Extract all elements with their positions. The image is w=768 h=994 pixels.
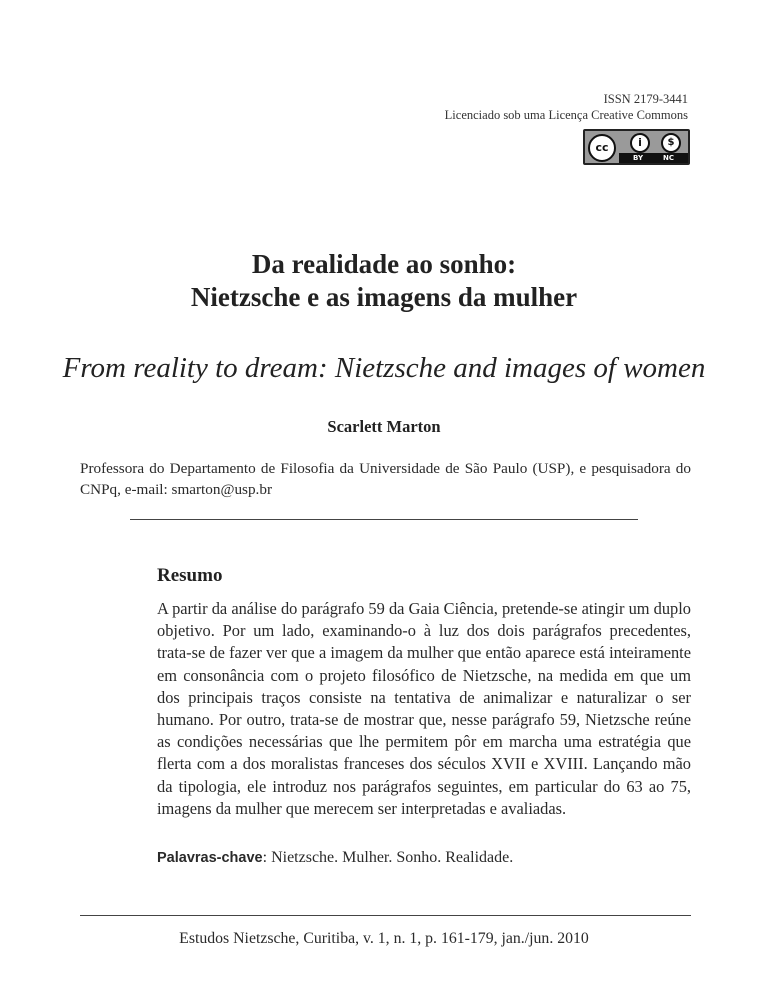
creative-commons-badge[interactable] [583, 129, 690, 165]
title-line-1: Da realidade ao sonho: [251, 249, 517, 279]
article-title [0, 248, 768, 314]
abstract-text: A partir da análise do parágrafo 59 da Gaia Ciência, pretende-se atingir um duplo objetivo. Por um lado, examinando-o à luz dos dois parágrafos precedentes, trata-se de fazer ver que a imagem da mulher que então aparece está inteiramente em consonância com o projeto filosófico de Nietzsche, na medida em que um dos principais traços consiste na tentativa de animalizar e naturalizar o ser humano. Por outro, trata-se de mostrar que, nesse parágrafo 59, Nietzsche reúne as condições necessárias que lhe permitem pôr em marcha uma estratégia que flerta com a dos moralistas franceses dos séculos XVII e XVIII. Lançando mão da tipologia, ele introduz nos parágrafos seguintes, em particular do 63 ao 75, imagens da mulher que merecem ser interpretadas e avaliadas. [157, 599, 691, 818]
license-statement: Licenciado sob uma Licença Creative Commons [444, 108, 688, 122]
english-title: From reality to dream: Nietzsche and images of women [62, 352, 706, 384]
issn-number: ISSN 2179-3441 [603, 92, 688, 106]
author-name: Scarlett Marton [327, 417, 441, 436]
author-affiliation: Professora do Departamento de Filosofia da Universidade de São Paulo (USP), e pesquisadora do CNPq, e-mail: smarton@usp.br [80, 460, 691, 498]
nc-label: NC [663, 154, 674, 162]
noncommercial-icon: $ [661, 133, 681, 153]
cc-icon: cc [588, 134, 616, 162]
footer-divider [80, 915, 691, 916]
keywords-line [157, 849, 513, 867]
header-divider [130, 519, 638, 520]
keywords-colon: : [262, 849, 272, 866]
keywords-label: Palavras-chave [157, 850, 263, 866]
journal-citation: Estudos Nietzsche, Curitiba, v. 1, n. 1, p. 161-179, jan./jun. 2010 [179, 930, 589, 947]
abstract-heading: Resumo [157, 565, 223, 586]
keywords-values: Nietzsche. Mulher. Sonho. Realidade. [271, 849, 514, 866]
by-label: BY [633, 154, 644, 162]
title-line-2: Nietzsche e as imagens da mulher [190, 282, 578, 312]
attribution-icon: i [630, 133, 650, 153]
cc-label-strip [619, 153, 688, 163]
